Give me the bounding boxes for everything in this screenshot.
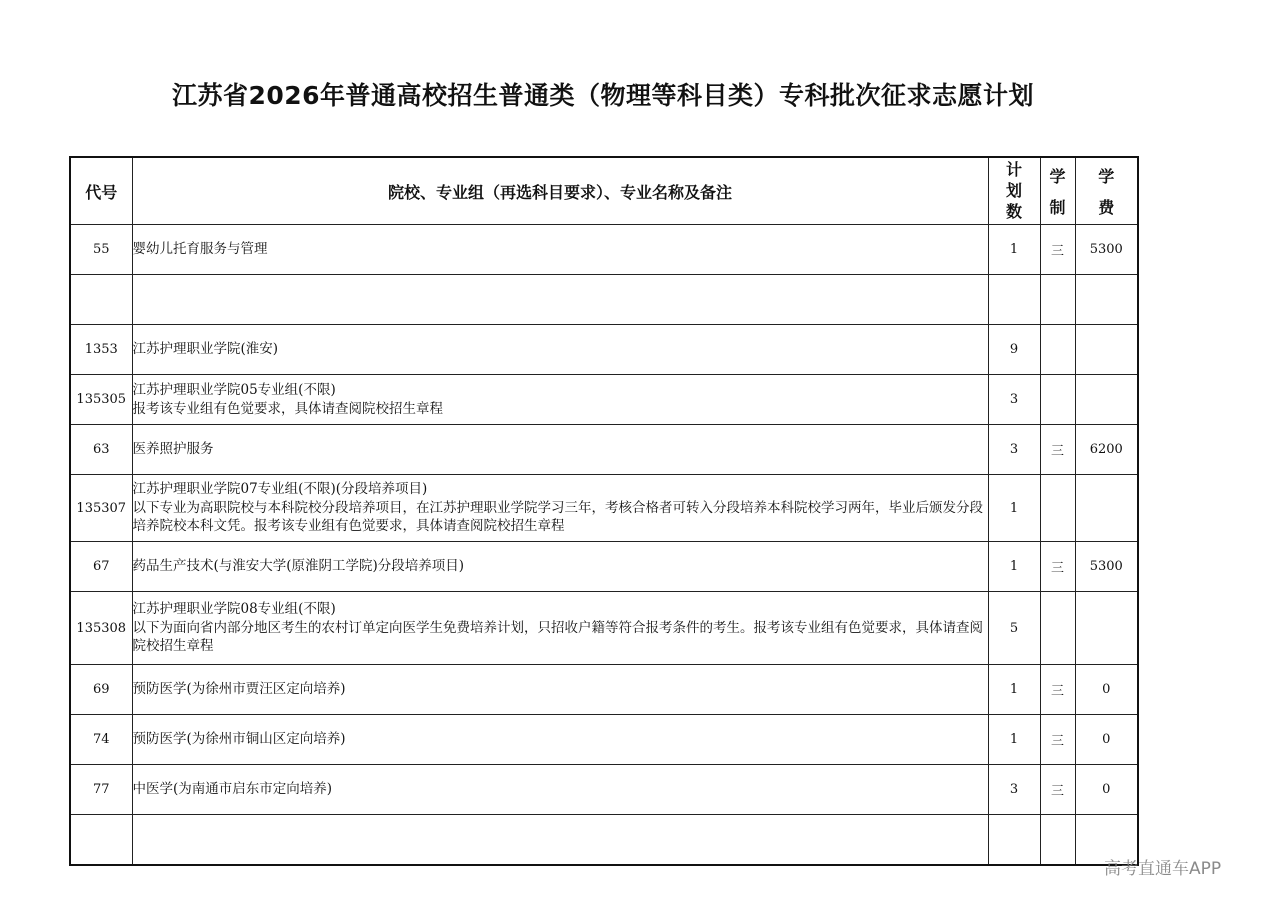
row-line: 以下为面向省内部分地区考生的农村订单定向医学生免费培养计划，只招收户籍等符合报考条件的考生。报考该专业组有色觉要求，具体请查阅院校招生章程: [132, 619, 983, 655]
row-name: [132, 475, 988, 542]
row-code: 135307: [70, 475, 132, 542]
row-fee: [1075, 475, 1138, 542]
row-line: 江苏护理职业学院05专业组(不限): [132, 382, 336, 398]
row-name: [132, 542, 988, 592]
header-fee-char: 学: [1098, 167, 1115, 186]
row-line: 婴幼儿托育服务与管理: [132, 241, 268, 258]
table-row: [70, 765, 1138, 815]
row-fee: 5300: [1075, 225, 1138, 275]
row-line: 预防医学(为徐州市贾汪区定向培养): [132, 681, 346, 698]
row-code: [70, 275, 132, 325]
row-name: [132, 225, 988, 275]
header-plan-char: 计: [1005, 160, 1022, 179]
row-plan: 1: [988, 475, 1040, 542]
table-row: [70, 325, 1138, 375]
row-fee: 0: [1075, 715, 1138, 765]
row-code: 69: [70, 665, 132, 715]
table-header-row: [70, 157, 1138, 225]
row-name: [132, 375, 988, 425]
row-fee: [1075, 375, 1138, 425]
row-code: 135305: [70, 375, 132, 425]
row-plan: 3: [988, 765, 1040, 815]
row-name: [132, 325, 988, 375]
row-plan: 3: [988, 425, 1040, 475]
table-row: [70, 665, 1138, 715]
header-duration-char: 制: [1049, 198, 1066, 217]
row-plan: 5: [988, 592, 1040, 665]
watermark: 高考直通车APP: [1104, 859, 1222, 879]
row-name: [132, 665, 988, 715]
row-plan: [988, 275, 1040, 325]
page-title: 江苏省2026年普通高校招生普通类（物理等科目类）专科批次征求志愿计划: [171, 81, 1035, 110]
row-duration: [1040, 325, 1075, 375]
row-line: 江苏护理职业学院08专业组(不限): [132, 601, 336, 618]
row-line: 医养照护服务: [132, 441, 214, 458]
row-fee: [1075, 325, 1138, 375]
row-duration: [1040, 275, 1075, 325]
row-fee: 0: [1075, 665, 1138, 715]
header-fee-char: 费: [1098, 198, 1115, 217]
table-row: [70, 542, 1138, 592]
enrollment-plan-table: [69, 156, 1139, 866]
header-code: 代号: [70, 157, 132, 225]
row-code: 67: [70, 542, 132, 592]
row-fee: 5300: [1075, 542, 1138, 592]
header-fee: [1075, 157, 1138, 225]
row-code: 135308: [70, 592, 132, 665]
table-row: [70, 375, 1138, 425]
row-line: 预防医学(为徐州市铜山区定向培养): [132, 731, 346, 748]
row-duration: 三: [1040, 542, 1075, 592]
row-fee: [1075, 275, 1138, 325]
row-duration: 三: [1040, 765, 1075, 815]
header-plan: [988, 157, 1040, 225]
table-row: [70, 225, 1138, 275]
row-name: [132, 425, 988, 475]
row-code: 55: [70, 225, 132, 275]
row-name: [132, 592, 988, 665]
header-duration: [1040, 157, 1075, 225]
row-name: [132, 715, 988, 765]
row-plan: [988, 815, 1040, 866]
row-plan: 1: [988, 715, 1040, 765]
row-code: 1353: [70, 325, 132, 375]
table-row: [70, 815, 1138, 866]
row-duration: 三: [1040, 225, 1075, 275]
row-fee: 0: [1075, 765, 1138, 815]
row-line: 药品生产技术(与淮安大学(原淮阴工学院)分段培养项目): [132, 558, 465, 575]
table-row: [70, 275, 1138, 325]
row-plan: 1: [988, 542, 1040, 592]
table-row: [70, 592, 1138, 665]
row-name: [132, 275, 988, 325]
row-line: 江苏护理职业学院07专业组(不限)(分段培养项目): [132, 481, 428, 498]
header-plan-char: 划: [1005, 181, 1022, 200]
row-duration: [1040, 592, 1075, 665]
header-plan-char: 数: [1005, 202, 1022, 221]
row-name: [132, 765, 988, 815]
row-code: [70, 815, 132, 866]
header-name: 院校、专业组（再选科目要求）、专业名称及备注: [132, 157, 988, 225]
row-plan: 1: [988, 665, 1040, 715]
header-duration-char: 学: [1049, 167, 1066, 186]
row-duration: 三: [1040, 665, 1075, 715]
row-fee: 6200: [1075, 425, 1138, 475]
row-fee: [1075, 592, 1138, 665]
row-duration: [1040, 375, 1075, 425]
row-code: 77: [70, 765, 132, 815]
row-duration: 三: [1040, 425, 1075, 475]
row-line: 江苏护理职业学院(淮安): [132, 341, 279, 358]
row-duration: [1040, 815, 1075, 866]
row-duration: 三: [1040, 715, 1075, 765]
row-name: [132, 815, 988, 866]
row-line: 报考该专业组有色觉要求，具体请查阅院校招生章程: [132, 400, 443, 417]
table-row: [70, 715, 1138, 765]
row-plan: 9: [988, 325, 1040, 375]
row-code: 74: [70, 715, 132, 765]
row-line: 中医学(为南通市启东市定向培养): [132, 781, 333, 798]
row-plan: 1: [988, 225, 1040, 275]
table-row: [70, 475, 1138, 542]
table-row: [70, 425, 1138, 475]
row-line: 以下专业为高职院校与本科院校分段培养项目，在江苏护理职业学院学习三年，考核合格者可转入分段培养本科院校学习两年，毕业后颁发分段培养院校本科文凭。报考该专业组有色觉要求，具体请查阅院校招生章程: [132, 499, 983, 535]
row-code: 63: [70, 425, 132, 475]
row-duration: [1040, 475, 1075, 542]
row-plan: 3: [988, 375, 1040, 425]
